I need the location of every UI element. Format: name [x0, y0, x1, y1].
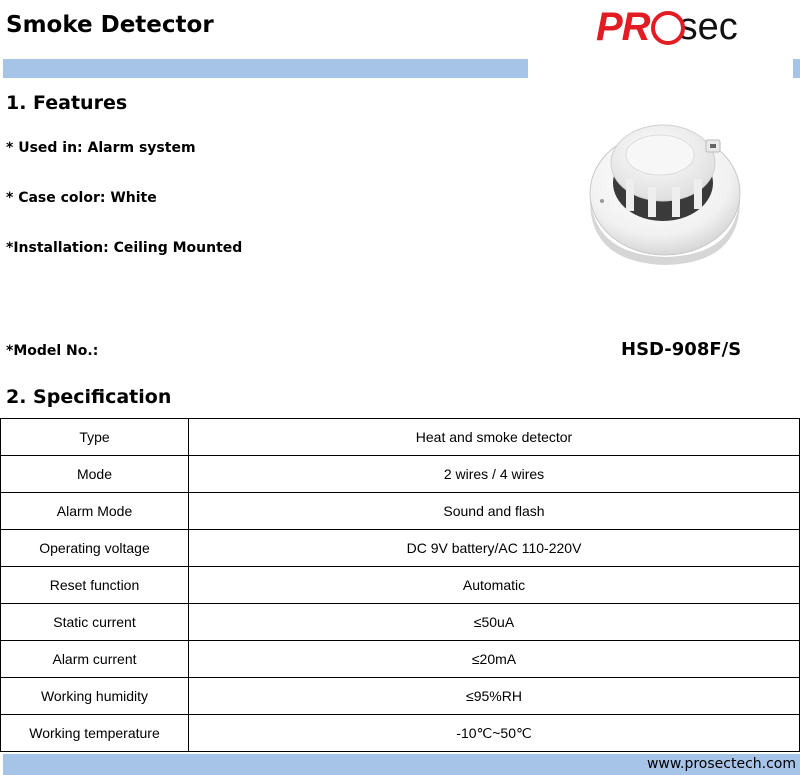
table-row	[1, 456, 800, 493]
spec-key: Alarm Mode	[1, 493, 189, 530]
feature-used-in: * Used in: Alarm system	[6, 140, 196, 156]
table-row	[1, 715, 800, 752]
spec-value: Heat and smoke detector	[189, 419, 800, 456]
website-link[interactable]: www.prosectech.com	[646, 756, 796, 772]
features-heading: 1. Features	[6, 92, 128, 114]
page-title: Smoke Detector	[6, 12, 214, 38]
logo-dark-text: sec	[678, 5, 738, 48]
spec-value: Automatic	[189, 567, 800, 604]
table-row	[1, 567, 800, 604]
prosec-logo	[596, 4, 771, 50]
spec-key: Working temperature	[1, 715, 189, 752]
spec-value: ≤20mA	[189, 641, 800, 678]
spec-key: Alarm current	[1, 641, 189, 678]
spec-value: ≤50uA	[189, 604, 800, 641]
spec-key: Static current	[1, 604, 189, 641]
table-row	[1, 678, 800, 715]
table-row	[1, 604, 800, 641]
logo-ring-icon	[651, 11, 685, 45]
specification-heading: 2. Specification	[6, 386, 172, 408]
feature-case-color: * Case color: White	[6, 190, 157, 206]
specification-table	[0, 418, 800, 752]
spec-value: DC 9V battery/AC 110-220V	[189, 530, 800, 567]
header-bar-right	[793, 59, 800, 78]
table-row	[1, 530, 800, 567]
table-row	[1, 493, 800, 530]
model-label: *Model No.:	[6, 343, 99, 359]
spec-value: Sound and flash	[189, 493, 800, 530]
spec-key: Reset function	[1, 567, 189, 604]
table-row	[1, 419, 800, 456]
model-value: HSD-908F/S	[621, 339, 742, 360]
spec-key: Mode	[1, 456, 189, 493]
spec-value: -10℃~50℃	[189, 715, 800, 752]
spec-key: Type	[1, 419, 189, 456]
smoke-detector-image	[578, 105, 748, 265]
spec-key: Operating voltage	[1, 530, 189, 567]
header-bar	[3, 59, 528, 78]
spec-key: Working humidity	[1, 678, 189, 715]
table-row	[1, 641, 800, 678]
feature-installation: *Installation: Ceiling Mounted	[6, 240, 243, 256]
logo-red-text: PR	[596, 4, 650, 49]
spec-value: ≤95%RH	[189, 678, 800, 715]
spec-value: 2 wires / 4 wires	[189, 456, 800, 493]
